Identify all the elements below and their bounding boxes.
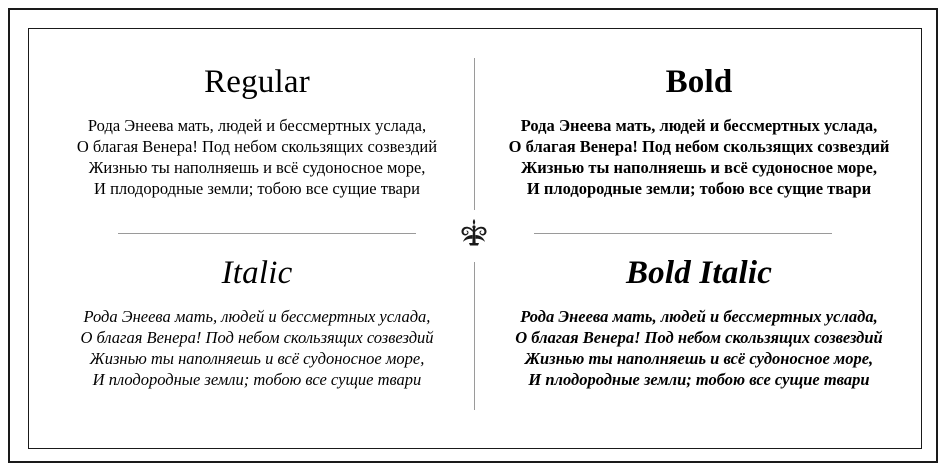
- verse-line: О благая Венера! Под небом скользящих созвездий: [76, 137, 438, 156]
- verse-line: Жизнью ты наполняешь и всё судоносное море,: [524, 349, 874, 368]
- verse-bold: [494, 115, 904, 199]
- verse-line: О благая Венера! Под небом скользящих созвездий: [508, 137, 890, 156]
- panel-regular: [52, 62, 462, 199]
- panel-title-italic: Italic: [221, 255, 293, 291]
- panel-bold-italic: [494, 253, 904, 390]
- verse-line: Рода Энеева мать, людей и бессмертных услада,: [520, 116, 878, 135]
- horizontal-divider-right: [534, 233, 832, 234]
- verse-line: Жизнью ты наполняешь и всё судоносное море,: [88, 158, 426, 177]
- fleuron-ornament-icon: [457, 217, 491, 247]
- verse-line: Рода Энеева мать, людей и бессмертных услада,: [520, 307, 878, 326]
- verse-line: О благая Венера! Под небом скользящих созвездий: [80, 328, 434, 347]
- verse-line: Рода Энеева мать, людей и бессмертных услада,: [87, 116, 427, 135]
- verse-line: И плодородные земли; тобою все сущие твари: [94, 179, 420, 198]
- verse-line: О благая Венера! Под небом скользящих созвездий: [515, 328, 883, 347]
- verse-bold-italic: [494, 306, 904, 390]
- panel-title-bold: Bold: [665, 64, 733, 100]
- verse-line: И плодородные земли; тобою все сущие твари: [528, 370, 870, 389]
- verse-line: Жизнью ты наполняешь и всё судоносное море,: [520, 158, 877, 177]
- verse-line: Жизнью ты наполняешь и всё судоносное море,: [89, 349, 425, 368]
- verse-regular: [52, 115, 462, 199]
- verse-italic: [52, 306, 462, 390]
- verse-line: И плодородные земли; тобою все сущие твари: [92, 370, 422, 389]
- verse-line: Рода Энеева мать, людей и бессмертных услада,: [83, 307, 431, 326]
- verse-line: И плодородные земли; тобою все сущие твари: [526, 179, 872, 198]
- panel-title-regular: Regular: [204, 64, 310, 100]
- panel-bold: [494, 62, 904, 199]
- vertical-divider-top: [474, 58, 475, 210]
- vertical-divider-bottom: [474, 262, 475, 410]
- panel-italic: [52, 253, 462, 390]
- panel-title-bold-italic: Bold Italic: [625, 255, 773, 291]
- horizontal-divider-left: [118, 233, 416, 234]
